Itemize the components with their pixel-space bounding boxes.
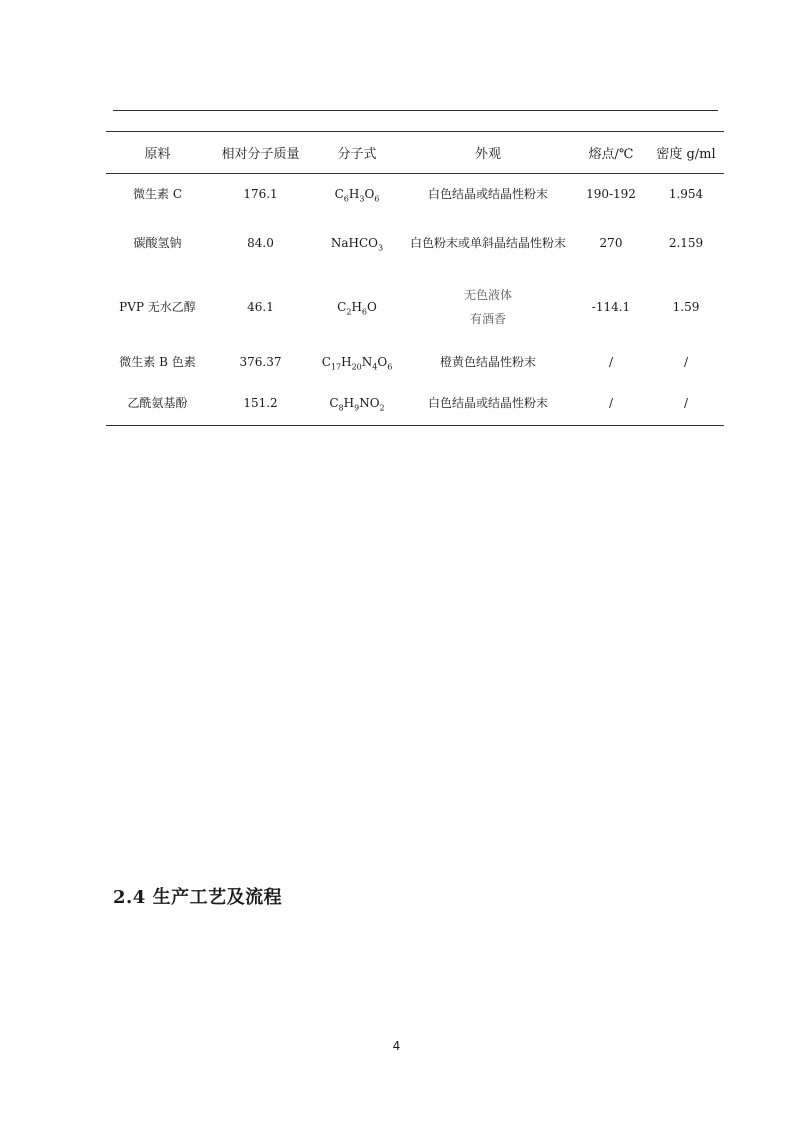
cell-formula — [312, 272, 402, 344]
formula-subscript: 6 — [387, 362, 393, 372]
formula-element: C — [337, 300, 347, 315]
cell-density: / — [683, 355, 689, 370]
cell-appearance — [402, 272, 574, 344]
top-rule — [113, 110, 718, 111]
cell-appearance: 白色粉末或单斜晶结晶性粉末 — [409, 236, 566, 251]
table-row — [106, 344, 724, 382]
cell-appearance: 白色结晶或结晶性粉末 — [427, 395, 548, 410]
table-row — [106, 174, 724, 217]
cell-density: 1.954 — [668, 187, 704, 202]
cell-melting-point: -114.1 — [591, 300, 631, 315]
formula-subscript: 2 — [346, 307, 352, 317]
appearance-line: 有酒香 — [469, 312, 506, 326]
page-number: 4 — [392, 1039, 401, 1053]
formula-element: C — [329, 395, 339, 410]
formula-subscript: 20 — [351, 362, 362, 372]
table-row — [106, 216, 724, 272]
formula-element: N — [361, 355, 373, 370]
formula-subscript: 3 — [359, 194, 365, 204]
cell-formula — [312, 216, 402, 272]
col-header-material: 原料 — [106, 132, 209, 174]
formula-subscript: 6 — [374, 194, 380, 204]
cell-density: 2.159 — [668, 236, 704, 251]
appearance-line: 无色液体 — [463, 288, 512, 303]
cell-melting-point: / — [608, 395, 614, 410]
col-header-melting-point: 熔点/℃ — [574, 132, 648, 174]
cell-molar-mass: 46.1 — [247, 300, 274, 315]
formula-element: O — [364, 187, 375, 202]
cell-formula — [312, 174, 402, 217]
formula-element: NO — [359, 395, 380, 410]
col-header-formula: 分子式 — [312, 132, 402, 174]
formula-subscript: 3 — [378, 243, 384, 253]
cell-melting-point: 270 — [599, 236, 623, 251]
formula-subscript: 9 — [354, 403, 360, 413]
cell-melting-point: / — [608, 355, 614, 370]
cell-material: 碳酸氢钠 — [133, 236, 182, 251]
table-body — [106, 174, 724, 426]
cell-molar-mass: 151.2 — [243, 395, 278, 410]
cell-density: / — [683, 395, 689, 410]
formula-element: C — [334, 187, 344, 202]
materials-table — [106, 131, 724, 426]
cell-formula — [312, 382, 402, 426]
cell-melting-point: 190-192 — [586, 187, 636, 202]
formula-subscript: 6 — [361, 307, 367, 317]
formula-subscript: 17 — [330, 362, 342, 372]
formula-subscript: 2 — [379, 403, 385, 413]
cell-density: 1.59 — [672, 300, 700, 315]
formula-element: NaHCO — [330, 236, 379, 251]
cell-material: 微生素 B 色素 — [119, 355, 196, 370]
col-header-molar-mass: 相对分子质量 — [209, 132, 312, 174]
cell-appearance: 白色结晶或结晶性粉末 — [427, 187, 548, 202]
cell-molar-mass: 176.1 — [243, 187, 278, 202]
formula-subscript: 6 — [343, 194, 349, 204]
table-header-row — [106, 132, 724, 174]
table-row — [106, 382, 724, 426]
formula-subscript: 4 — [372, 362, 378, 372]
table-row — [106, 272, 724, 344]
cell-material: 微生素 C — [133, 187, 182, 202]
formula-element: C — [321, 355, 331, 370]
cell-molar-mass: 376.37 — [239, 355, 282, 370]
formula-element: H — [348, 187, 360, 202]
col-header-appearance: 外观 — [402, 132, 574, 174]
formula-subscript: 8 — [338, 403, 344, 413]
cell-molar-mass: 84.0 — [247, 236, 274, 251]
formula-element: H — [343, 395, 355, 410]
cell-formula — [312, 344, 402, 382]
cell-material: 乙酰氨基酚 — [127, 395, 188, 410]
formula-element: O — [367, 300, 377, 315]
formula-element: O — [377, 355, 388, 370]
cell-appearance: 橙黄色结晶性粉末 — [439, 355, 536, 370]
cell-material: PVP 无水乙醇 — [119, 300, 196, 315]
formula-element: H — [341, 355, 352, 370]
formula-element: H — [351, 300, 362, 315]
section-heading: 2.4 生产工艺及流程 — [113, 887, 283, 908]
col-header-density: 密度 g/ml — [648, 132, 724, 174]
